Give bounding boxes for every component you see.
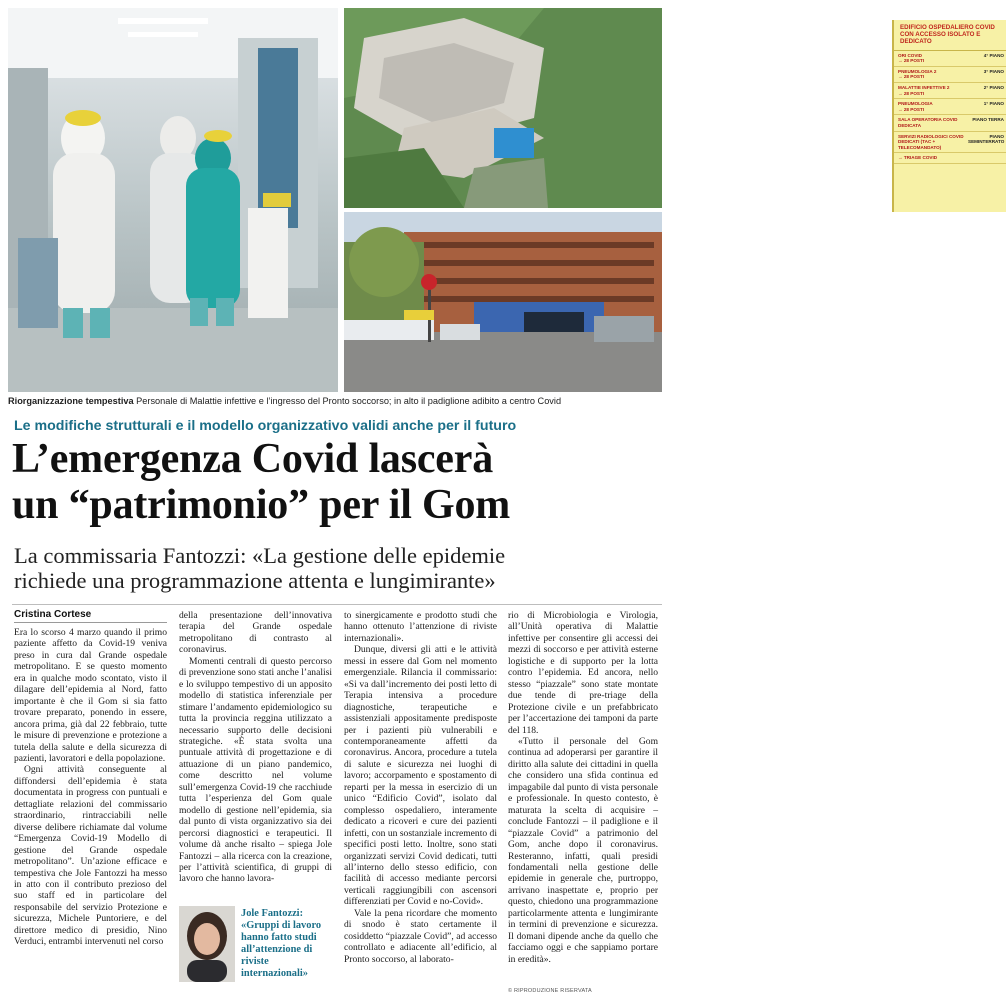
article-column-1 <box>14 627 167 948</box>
paragraph: Era lo scorso 4 marzo quando il primo paziente affetto da Covid-19 veniva preso in cura dal Grande ospedale metropolitano. E se questo momento era in qualche modo scontato, visto il dilagare dell’epidemia al Nord, fatto importante è che il Gom si sia fatto trovare preparato, ponendo in essere, ancora prima, già dal 22 febbraio, tutte le misure di prevenzione e protezione a tutela della salute e della sicurezza di pazienti, lavoratori e della popolazione. <box>14 627 167 764</box>
byline-divider <box>14 622 167 623</box>
floor-level: 1° PIANO <box>983 101 1004 107</box>
legend-floor-row <box>894 153 1006 164</box>
floor-name: ORI COVID → 28 POSTI <box>898 52 925 64</box>
paragraph: della presentazione dell’innovativa terapia del Grande ospedale metropolitano di contrasto al coronavirus. <box>179 610 332 656</box>
paragraph: «Tutto il personale del Gom continua ad adoperarsi per garantire il diritto alla salute dei cittadini in quella che considero una sfida continua ed impagabile dal punto di vista personale e professionale. In questo contesto, è maturata la scelta di acquisire – conclude Fantozzi – il padiglione e il “piazzale Covid” a patrimonio del Gom, anche dopo il coronavirus. Resteranno, infatti, quali presidi fondamentali nella gestione delle epidemie in generale che, purtroppo, arrivano inaspettate e, proprio per questo, chiedono una programmazione particolarmente attenta e lungimirante in termini di prevenzione e sicurezza. Il domani dipende anche da quello che facciamo oggi e che sappiamo portare in eredità». <box>508 735 658 965</box>
floor-name: MALATTIE INFETTIVE 2 → 28 POSTI <box>898 84 950 96</box>
divider <box>12 604 662 605</box>
floor-name: SERVIZI RADIOLOGICI COVID DEDICATI (TAC + TELECOMANDATO) <box>898 133 964 150</box>
paragraph: Dunque, diversi gli atti e le attività messi in essere dal Gom nel momento emergenziale. Rilancia il commissario: «Si va dall’incremento dei posti letto di Terapia intensiva a procedure diagnostiche, terapeutiche e assistenziali appositamente predisposte per i pazienti più vulnerabili e contemporaneamente affetti da coronavirus. Ancora, procedure a tutela di salute e sicurezza nei luoghi di lavoro; accorpamento e spostamento di reparti per la messa in esercizio di un unico “Edificio Covid”, isolato dal complesso ospedaliero, interamente dedicato a ricoveri e cure dei pazienti infetti, con un sostanziale incremento di specifici posti letto. Inoltre, sono stati organizzati servizi Covid dedicati, tutti all’interno dello stesso edificio, con facilità di accesso mediante percorsi verticali raggiungibili con ascensori differenziati per Covid e no-Covid». <box>344 644 497 908</box>
floor-level: PIANO SEMINTERRATO <box>968 133 1005 145</box>
portrait-photo <box>179 906 235 982</box>
paragraph: rio di Microbiologia e Virologia, all’Unità operativa di Malattie infettive per consentire gli accessi dei mezzi di soccorso e per attività esterne logistiche e di supporto per la lotta contro l’epidemia. Ed ancora, nello stesso “piazzale” sono state montate due tende di pre-triage della Protezione civile e un prefabbricato per l’accertazione dei tamponi da parte del 118. <box>508 610 658 736</box>
paragraph: Ogni attività conseguente al diffondersi dell’epidemia è stata documentata in progress con puntuali e dettagliate relazioni del commissario straordinario, rintracciabili nelle diverse delibere richiamate dal volume “Emergenza Covid-19 Modello di gestione del Grande ospedale metropolitano”. Un’azione efficace e tempestiva che Jole Fantozzi ha messo in atto con il contributo prezioso del suo staff ed in particolare del responsabile del servizio Protezione e sicurezza, Michele Puntoriere, e del direttore medico di presidio, Nino Verduci, entrambi intervenuti nel corso <box>14 764 167 948</box>
legend-floor-row <box>894 83 1006 99</box>
article-column-3 <box>344 610 497 965</box>
legend-heading: EDIFICIO OSPEDALIERO COVID CON ACCESSO ISOLATO E DEDICATO <box>894 20 1006 51</box>
caption-text: Personale di Malattie infettive e l’ingresso del Pronto soccorso; in alto il padiglione adibito a centro Covid <box>133 396 562 406</box>
photo-caption <box>8 396 664 406</box>
legend-floor-row <box>894 99 1006 115</box>
floor-level: 3° PIANO <box>983 68 1004 74</box>
subheadline-line: richiede una programmazione attenta e lungimirante» <box>14 568 496 593</box>
quote-text: Jole Fantozzi: «Gruppi di lavoro hanno fatto studi all’attenzione di riviste internazionali» <box>241 908 322 979</box>
pull-quote <box>179 906 334 982</box>
subheadline-line: La commissaria Fantozzi: «La gestione delle epidemie <box>14 543 506 568</box>
paragraph: Vale la pena ricordare che momento di snodo è stato certamente il cosiddetto “piazzale Covid”, ad accesso controllato e adiacente all’edificio, al Pronto soccorso, al laborato- <box>344 907 497 965</box>
floor-level: 2° PIANO <box>983 84 1004 90</box>
paragraph: Momenti centrali di questo percorso di prevenzione sono stati anche l’analisi e lo sviluppo tempestivo di un apposito modello di statistica inferenziale per stimare l’andamento epidemiologico su tutta la provincia reggina utilizzato a necessario supporto delle decisioni strategiche. «È stata svolta una puntuale attività di progettazione e di attuazione di un piano pandemico, come descritto nel volume sull’emergenza Covid-19 che racchiude tutta l’esperienza del Gom quale modello di gestione nell’epidemia, sia dal punto di vista organizzativo sia dei percorsi diagnostici e terapeutici. Il volume dà anche risalto – spiega Jole Fantozzi – alla ricerca con la creazione, per l’attività scientifica, di gruppi di lavoro che hanno lavora- <box>179 655 332 885</box>
paragraph: to sinergicamente e prodotto studi che hanno ottenuto l’attenzione di riviste internazionali». <box>344 610 497 644</box>
photo-hospital-staff <box>8 8 338 392</box>
subheadline <box>14 543 664 593</box>
headline <box>12 436 662 528</box>
floor-level: PIANO TERRA <box>972 117 1004 123</box>
headline-line: L’emergenza Covid lascerà <box>12 436 493 482</box>
floor-name: SALA OPERATORIA COVID DEDICATA <box>898 117 958 128</box>
floor-level <box>968 155 1004 161</box>
floor-level: 4° PIANO <box>983 52 1004 58</box>
legend-floor-row <box>894 67 1006 83</box>
floor-plan-legend <box>892 20 1006 212</box>
photo-emergency-entrance <box>344 212 662 392</box>
floor-name: PNEUMOLOGIA 2 → 28 POSTI <box>898 68 937 80</box>
legend-floor-row <box>894 132 1006 154</box>
kicker: Le modifiche strutturali e il modello organizzativo validi anche per il futuro <box>14 418 517 434</box>
byline: Cristina Cortese <box>14 609 92 620</box>
legend-floor-list <box>894 51 1006 164</box>
legend-floor-row <box>894 115 1006 131</box>
headline-line: un “patrimonio” per il Gom <box>12 482 511 528</box>
article-column-4 <box>508 610 658 965</box>
article-column-2 <box>179 610 332 885</box>
photo-hospital-aerial-map <box>344 8 1005 208</box>
floor-name: → TRIAGE COVID <box>898 155 938 161</box>
caption-lead: Riorganizzazione tempestiva <box>8 396 134 406</box>
legend-floor-row <box>894 51 1006 67</box>
copyright-notice: © RIPRODUZIONE RISERVATA <box>508 988 592 994</box>
floor-name: PNEUMOLOGIA → 28 POSTI <box>898 101 933 112</box>
